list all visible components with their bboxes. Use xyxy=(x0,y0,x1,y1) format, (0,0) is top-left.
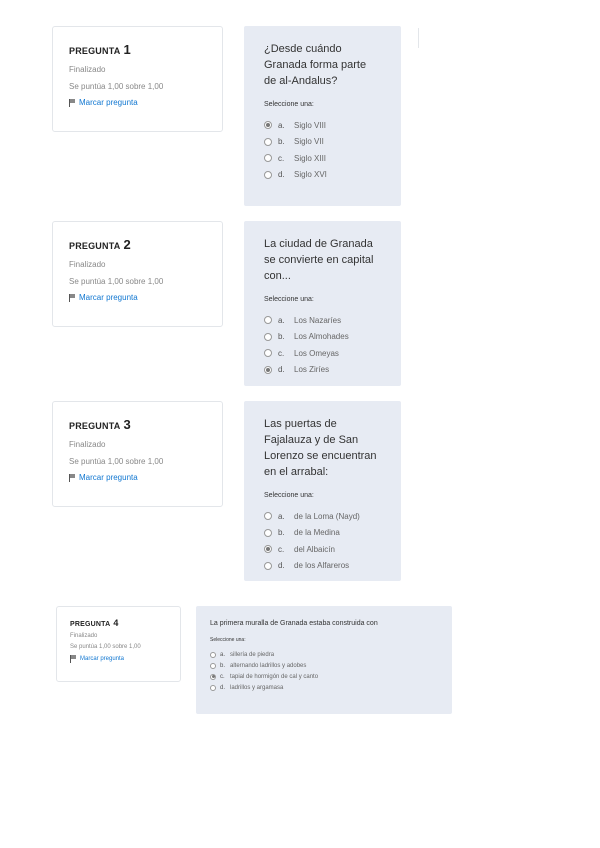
question-content-4 xyxy=(196,606,452,714)
answer-option-b[interactable]: b. Siglo VII xyxy=(264,134,381,151)
question-text: Las puertas de Fajalauza y de San Lorenzo se encuentran en el arrabal: xyxy=(264,418,377,478)
answer-list xyxy=(264,312,381,378)
answer-option-c[interactable]: c. tapial de hormigón de cal y canto xyxy=(210,671,438,682)
question-info-3 xyxy=(52,401,223,507)
radio-button[interactable] xyxy=(210,674,216,680)
radio-button[interactable] xyxy=(264,154,272,162)
divider xyxy=(418,28,419,48)
flag-icon xyxy=(69,294,76,302)
answer-prompt: Seleccione una: xyxy=(264,101,314,108)
question-grade: Se puntúa 1,00 sobre 1,00 xyxy=(70,644,141,650)
question-text: ¿Desde cuándo Granada forma parte de al-Andalus? xyxy=(264,43,367,87)
answer-prompt: Seleccione una: xyxy=(264,296,314,303)
answer-option-c[interactable]: c. Siglo XIII xyxy=(264,150,381,167)
answer-option-d[interactable]: d. Siglo XVI xyxy=(264,167,381,184)
radio-button[interactable] xyxy=(264,349,272,357)
flag-question-link[interactable]: Marcar pregunta xyxy=(69,293,206,302)
radio-button[interactable] xyxy=(264,138,272,146)
answer-option-d[interactable]: d. Los Ziríes xyxy=(264,362,381,379)
radio-button[interactable] xyxy=(210,652,216,658)
question-grade: Se puntúa 1,00 sobre 1,00 xyxy=(69,82,164,91)
radio-button[interactable] xyxy=(264,562,272,570)
question-state: Finalizado xyxy=(69,440,106,449)
question-state: Finalizado xyxy=(70,633,98,639)
answer-list xyxy=(264,508,381,574)
flag-question-link[interactable]: Marcar pregunta xyxy=(69,473,206,482)
question-info-4 xyxy=(56,606,181,682)
question-content-3 xyxy=(244,401,401,581)
flag-icon xyxy=(69,474,76,482)
question-content-2 xyxy=(244,221,401,386)
question-number: PREGUNTA 4 xyxy=(70,618,119,628)
answer-option-a[interactable]: a. Siglo VIII xyxy=(264,117,381,134)
answer-option-b[interactable]: b. de la Medina xyxy=(264,525,381,542)
answer-prompt: Seleccione una: xyxy=(210,637,246,643)
answer-option-d[interactable]: d. ladrillos y argamasa xyxy=(210,682,438,693)
question-content-1 xyxy=(244,26,401,206)
flag-icon xyxy=(70,655,77,663)
question-info-2 xyxy=(52,221,223,327)
radio-button[interactable] xyxy=(264,333,272,341)
question-info-1 xyxy=(52,26,223,132)
question-grade: Se puntúa 1,00 sobre 1,00 xyxy=(69,277,164,286)
radio-button[interactable] xyxy=(264,512,272,520)
radio-button[interactable] xyxy=(264,171,272,179)
answer-option-c[interactable]: c. del Albaicín xyxy=(264,541,381,558)
radio-button[interactable] xyxy=(210,663,216,669)
radio-button[interactable] xyxy=(210,685,216,691)
question-text: La ciudad de Granada se convierte en capital con... xyxy=(264,238,374,282)
flag-question-link[interactable]: Marcar pregunta xyxy=(70,655,167,663)
radio-button[interactable] xyxy=(264,366,272,374)
radio-button[interactable] xyxy=(264,316,272,324)
question-state: Finalizado xyxy=(69,65,106,74)
answer-list xyxy=(264,117,381,183)
answer-option-a[interactable]: a. sillería de piedra xyxy=(210,649,438,660)
question-number: PREGUNTA 1 xyxy=(69,42,131,57)
answer-option-b[interactable]: b. Los Almohades xyxy=(264,329,381,346)
flag-question-link[interactable]: Marcar pregunta xyxy=(69,98,206,107)
question-state: Finalizado xyxy=(69,260,106,269)
answer-option-c[interactable]: c. Los Omeyas xyxy=(264,345,381,362)
answer-option-a[interactable]: a. de la Loma (Nayd) xyxy=(264,508,381,525)
question-number: PREGUNTA 3 xyxy=(69,417,131,432)
radio-button[interactable] xyxy=(264,121,272,129)
radio-button[interactable] xyxy=(264,529,272,537)
question-text: La primera muralla de Granada estaba construida con xyxy=(210,620,378,627)
answer-option-b[interactable]: b. alternando ladrillos y adobes xyxy=(210,660,438,671)
answer-list xyxy=(210,649,438,693)
answer-option-d[interactable]: d. de los Alfareros xyxy=(264,558,381,575)
question-grade: Se puntúa 1,00 sobre 1,00 xyxy=(69,457,164,466)
radio-button[interactable] xyxy=(264,545,272,553)
flag-icon xyxy=(69,99,76,107)
answer-prompt: Seleccione una: xyxy=(264,492,314,499)
answer-option-a[interactable]: a. Los Nazaríes xyxy=(264,312,381,329)
question-number: PREGUNTA 2 xyxy=(69,237,131,252)
